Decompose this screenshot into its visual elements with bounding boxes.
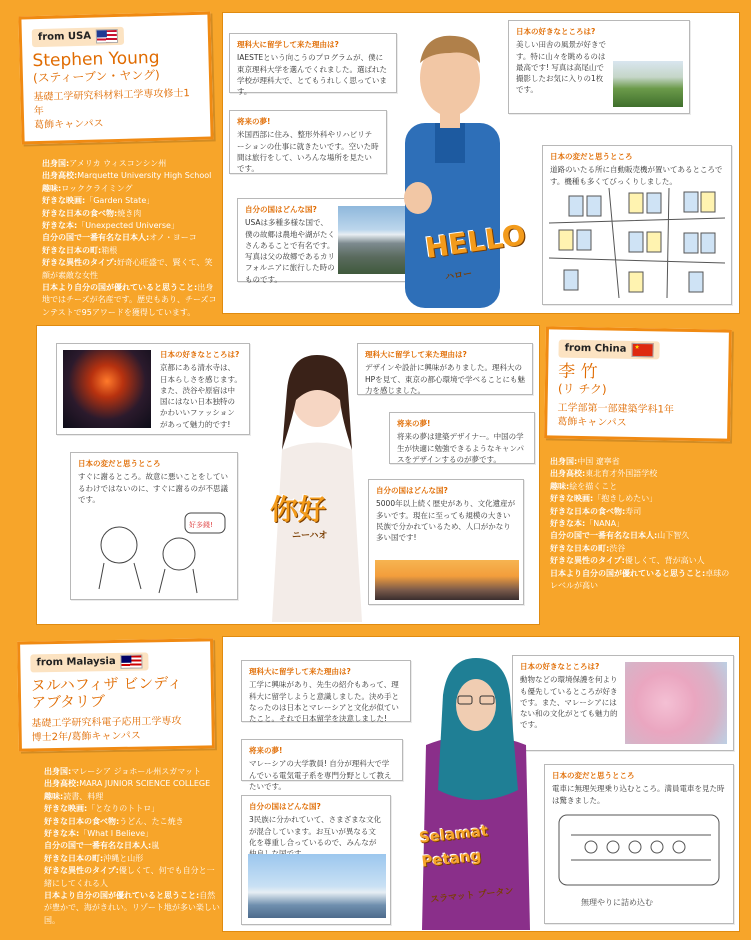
profile-value: 山下智久: [657, 531, 690, 541]
bubble-dream: 将来の夢! 将来の夢は建築デザイナー。中国の学生が快適に勉強できるようなキャンパスをデザインするのが夢です。: [389, 412, 535, 464]
sketch-text: 好多錢!: [189, 521, 213, 529]
student-name-kana: (リ チク): [557, 381, 607, 397]
tokyo-tower-photo: [63, 350, 151, 428]
cherry-blossom-photo: [625, 662, 727, 744]
profile-row: [44, 803, 220, 815]
sketch-text: 無理やりに詰め込む: [581, 898, 653, 907]
profile-row: [550, 518, 730, 530]
profile-row: [550, 530, 730, 542]
profile-key: 好きな異性のタイプ:: [550, 556, 625, 566]
profile-row: [550, 493, 730, 505]
profile-row: [550, 568, 730, 593]
profile-value: アメリカ ウィスコンシン州: [69, 159, 167, 168]
profile-value: 「となりのトトロ」: [87, 804, 160, 814]
profile-key: 好きな映画:: [42, 196, 86, 206]
profile-row: [42, 282, 218, 319]
profile-value: 優しくて、何でも自分と一緒にしてくれる人: [44, 866, 215, 888]
usa-flag-icon: [96, 28, 118, 43]
profile-value: ロッククライミング: [61, 183, 133, 193]
profile-key: 好きな異性のタイプ:: [42, 258, 117, 268]
profile-key: 自分の国で一番有名な日本人:: [550, 531, 658, 541]
profile-key: 趣味:: [44, 791, 64, 801]
student-dept: 基礎工学研究科電子応用工学専攻 博士2年/葛飾キャンパス: [31, 715, 182, 744]
bubble-reason: 理科大に留学して来た理由は? IAESTEという向こうのプログラムが、僕に東京理科大学を選んでくれました。選ばれた学校が理科大で、とてもうれしく思っています。: [229, 33, 397, 93]
profile-value: 「Garden State」: [85, 196, 155, 206]
bubble-dream: 将来の夢! マレーシアの大学教員! 自分が理科大で学んでいる電気電子系を専門分野として教えたいです。: [241, 739, 403, 781]
student-photo-usa: [380, 28, 520, 308]
namecard-china: [544, 326, 732, 441]
greeting-kana: スラマット プータン: [429, 886, 514, 906]
profile-value: 絵を描くこと: [569, 481, 618, 491]
profile-value: 箱根: [101, 245, 118, 255]
malaysia-flag-icon: [121, 654, 143, 668]
greeting-kana: ハロー: [444, 269, 473, 283]
bubble-country: 自分の国はどんな国? 5000年以上続く歴史があり、文化遺産が多いです。現在に至っても規模の大きい民族で分かれているため、人口がかなり多い国です!: [368, 479, 524, 605]
student-name: 李 竹: [558, 361, 598, 382]
bubble-country: 自分の国はどんな国? 3民族に分かれていて、さまざまな文化が混合しています。お互いが異なる文化を尊重し合っているので、みんなが: [241, 795, 391, 925]
bubble-like: 日本の好きなところは? 美しい田舎の風景が好きです。特に山々を眺めるのは最高です! 写真は高尾山で撮影したお気に入りの1枚です。: [508, 20, 690, 114]
countryside-photo: [613, 61, 683, 107]
profile-row: [42, 170, 218, 182]
profile-row: [44, 840, 220, 852]
profile-key: 好きな本:: [550, 518, 586, 528]
profile-value: オノ・ヨーコ: [149, 233, 197, 243]
profile-row: [550, 543, 730, 555]
from-tag-malaysia: [30, 652, 149, 672]
profile-value: 中国 遼寧省: [577, 457, 620, 466]
bubble-odd: 日本の変だと思うところ 電車に無理矢理乗り込むところ。満員電車を見た時は驚きました。 無理やりに詰め込む: [544, 764, 734, 924]
from-tag-usa: [32, 26, 125, 46]
student-name: ヌルハフィザ ビンディ アブタリブ: [30, 673, 183, 712]
profile-value: 寿司: [625, 506, 642, 516]
profile-row: [550, 506, 730, 518]
profile-key: 自分の国で一番有名な日本人:: [44, 841, 152, 851]
greeting-hello: HELLO: [423, 218, 528, 265]
profile-row: [42, 158, 218, 170]
profile-row: [44, 890, 220, 927]
profile-row: [42, 208, 218, 220]
profile-value: 読書、料理: [63, 791, 104, 801]
profile-row: [42, 195, 218, 207]
profile-row: [42, 245, 218, 257]
profile-row: [44, 778, 220, 790]
student-dept: 基礎工学研究科材料工学専攻修士1年 葛飾キャンパス: [33, 88, 190, 132]
profile-row: [42, 220, 218, 232]
profile-value: 渋谷: [609, 543, 626, 553]
profile-value: 嵐: [151, 841, 160, 851]
profile-value: Marquette University High School: [77, 171, 212, 181]
bubble-odd: 日本の変だと思うところ 道路のいたる所に自動販売機が置いてあるところです。機種も多くてびっくりしました。: [542, 145, 732, 305]
profile-value: 「抱きしめたい」: [593, 494, 658, 504]
profile-row: [550, 555, 730, 567]
profile-key: 好きな日本の食べ物:: [44, 816, 120, 826]
profile-value: うどん、たこ焼き: [119, 816, 184, 826]
profile-value: 「What I Believe」: [79, 828, 154, 838]
profile-key: 出身高校:: [42, 171, 78, 181]
profile-value: 好奇心旺盛で、賢くて、笑顔が素敵な女性: [42, 258, 213, 280]
student-dept: 工学部第一部建築学科1年 葛飾キャンパス: [557, 403, 675, 430]
profile-key: 好きな日本の食べ物:: [550, 506, 626, 516]
profile-row: [44, 766, 220, 778]
profile-row: [44, 865, 220, 890]
profile-key: 出身高校:: [44, 779, 80, 789]
crowded-train-sketch: [551, 805, 727, 920]
apology-sketch: [79, 509, 229, 595]
profile-value: 東北育才外国語学校: [585, 469, 658, 479]
profile-key: 出身高校:: [550, 469, 586, 479]
from-tag-china: [558, 339, 659, 359]
profile-value: 優しくて、背が高い人: [624, 556, 705, 566]
profile-row: [550, 456, 730, 468]
bubble-reason: 理科大に留学して来た理由は? デザインや設計に興味がありました。理科大のHPを見て、東京の都心環境で学べることにも魅力を感じました。: [357, 343, 533, 395]
profile-value: 出身地ではチーズが名産です。歴史もあり、チーズコンテストで95アワードを獲得しています。: [42, 282, 217, 317]
profile-key: 好きな日本の町:: [42, 245, 102, 255]
profile-row: [44, 791, 220, 803]
profile-key: 好きな映画:: [44, 804, 88, 814]
city-sunset-photo: [375, 560, 519, 600]
profile-key: 好きな日本の食べ物:: [42, 208, 118, 218]
profile-key: 自分の国で一番有名な日本人:: [42, 233, 150, 243]
profile-china: [550, 456, 730, 592]
bubble-country: 自分の国はどんな国? USAは多種多様な国で、僕の故郷は農地や湖がたくさんあることで有名です。写真は父の故郷であるカリフォルニアに旅行した時のものです。: [237, 198, 415, 282]
profile-value: 「NANA」: [585, 518, 625, 528]
profile-usa: [42, 158, 218, 319]
profile-malaysia: [44, 766, 220, 927]
profile-key: 出身国:: [44, 767, 72, 776]
profile-key: 日本より自分の国が優れていると思うこと:: [42, 282, 198, 292]
bubble-odd: 日本の変だと思うところ すぐに謝るところ。故意に悪いことをしているわけではないのに、すぐに謝るのが不思議です。 好多錢!: [70, 452, 238, 600]
profile-value: 焼き肉: [117, 208, 142, 218]
bubble-like: 日本の好きなところは? 京都にある清水寺は、日本らしさを感じます。また、渋谷や原宿は中国にはない日本独特のかわいいファッションがあって魅力的です!: [56, 343, 250, 435]
profile-key: 好きな異性のタイプ:: [44, 866, 119, 876]
bubble-reason: 理科大に留学して来た理由は? 工学に興味があり、先生の紹介もあって、理科大に留学しようと意識しました。決め手となったのは日本とマレーシアと文化が似ていたこと。それで日本留学を決意しました!: [241, 660, 411, 722]
profile-row: [44, 828, 220, 840]
student-photo-china: [262, 340, 372, 622]
profile-key: 趣味:: [42, 183, 62, 193]
profile-key: 好きな日本の町:: [44, 853, 104, 863]
profile-value: マレーシア ジョホール州スガマット: [71, 767, 201, 776]
profile-key: 好きな映画:: [550, 494, 594, 504]
mosque-photo: [248, 854, 386, 918]
from-label: from USA: [37, 30, 92, 44]
profile-row: [42, 232, 218, 244]
namecard-malaysia: [17, 638, 215, 751]
profile-key: 趣味:: [550, 481, 570, 491]
profile-value: MARA JUNIOR SCIENCE COLLEGE: [79, 779, 211, 789]
china-flag-icon: ★: [631, 342, 653, 356]
profile-key: 好きな日本の町:: [550, 543, 610, 553]
vending-machine-sketch: [549, 188, 725, 298]
bubble-dream: 将来の夢! 米国西部に住み、整形外科やリハビリテーションの仕事に就きたいです。空いた時間は旅行をして、いろんな場所を見たいです。: [229, 110, 387, 174]
greeting-nihao: 你好: [270, 493, 327, 526]
profile-row: [42, 257, 218, 282]
profile-key: 日本より自分の国が優れていると思うこと:: [44, 890, 200, 900]
profile-row: [44, 816, 220, 828]
profile-value: 「Unexpected Universe」: [77, 220, 179, 230]
profile-value: 自然が豊かで、海がきれい。リゾート地が多い楽しい国。: [44, 890, 220, 925]
profile-key: 日本より自分の国が優れていると思うこと:: [550, 568, 706, 578]
profile-key: 出身国:: [42, 159, 70, 168]
profile-key: 出身国:: [550, 457, 578, 466]
profile-row: [550, 468, 730, 480]
greeting-selamat: Selamat Petang: [418, 821, 489, 871]
profile-key: 好きな本:: [42, 220, 78, 230]
student-name: Stephen Young: [32, 47, 160, 71]
profile-row: [550, 481, 730, 493]
greeting-kana: ニーハオ: [292, 531, 328, 541]
bubble-like: 日本の好きなところは? 動物などの環境保護を何よりも優先しているところが好きです。また、マレーシアにはない和の文化がとても魅力的です。: [512, 655, 734, 751]
profile-value: 沖縄と山形: [103, 853, 144, 863]
profile-row: [42, 183, 218, 195]
profile-key: 好きな本:: [44, 828, 80, 838]
profile-value: 卓球のレベルが高い: [550, 568, 730, 590]
from-label: from China: [564, 342, 627, 355]
student-name-kana: (スティーブン・ヤング): [32, 67, 160, 86]
profile-row: [44, 853, 220, 865]
from-label: from Malaysia: [36, 656, 116, 669]
namecard-usa: [18, 12, 213, 145]
